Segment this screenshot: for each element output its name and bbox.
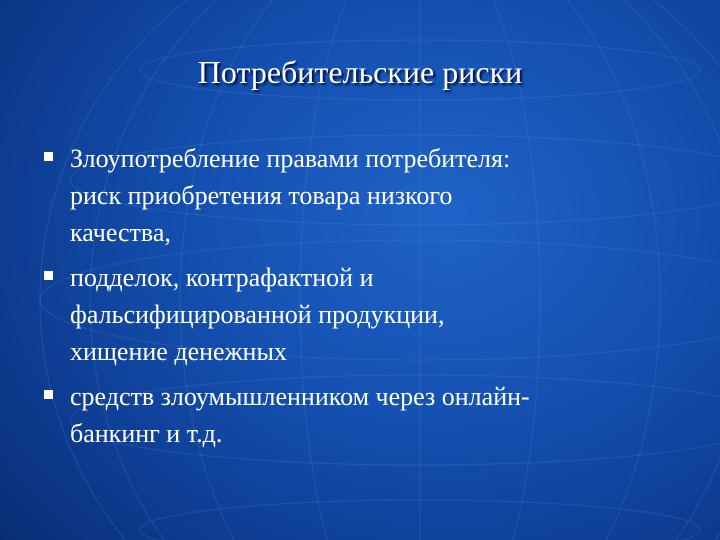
bullet-line: подделок, контрафактной и [70,263,374,292]
bullet-item [42,140,682,251]
bullet-item [42,259,682,370]
bullet-line: банкинг и т.д. [70,419,223,448]
bullet-line: хищение денежных [70,337,287,366]
bullet-list [42,140,682,460]
square-bullet-icon [44,271,53,280]
bullet-line: средств злоумышленником через онлайн- [70,382,530,411]
bullet-line: риск приобретения товара низкого [70,181,453,210]
bullet-line: качества, [70,218,171,247]
bullet-line: Злоупотребление правами потребителя: [70,144,511,173]
bullet-line: фальсифицированной продукции, [70,300,445,329]
slide-title: Потребительские риски [197,54,523,90]
bullet-item [42,378,682,452]
square-bullet-icon [44,152,53,161]
square-bullet-icon [44,390,53,399]
